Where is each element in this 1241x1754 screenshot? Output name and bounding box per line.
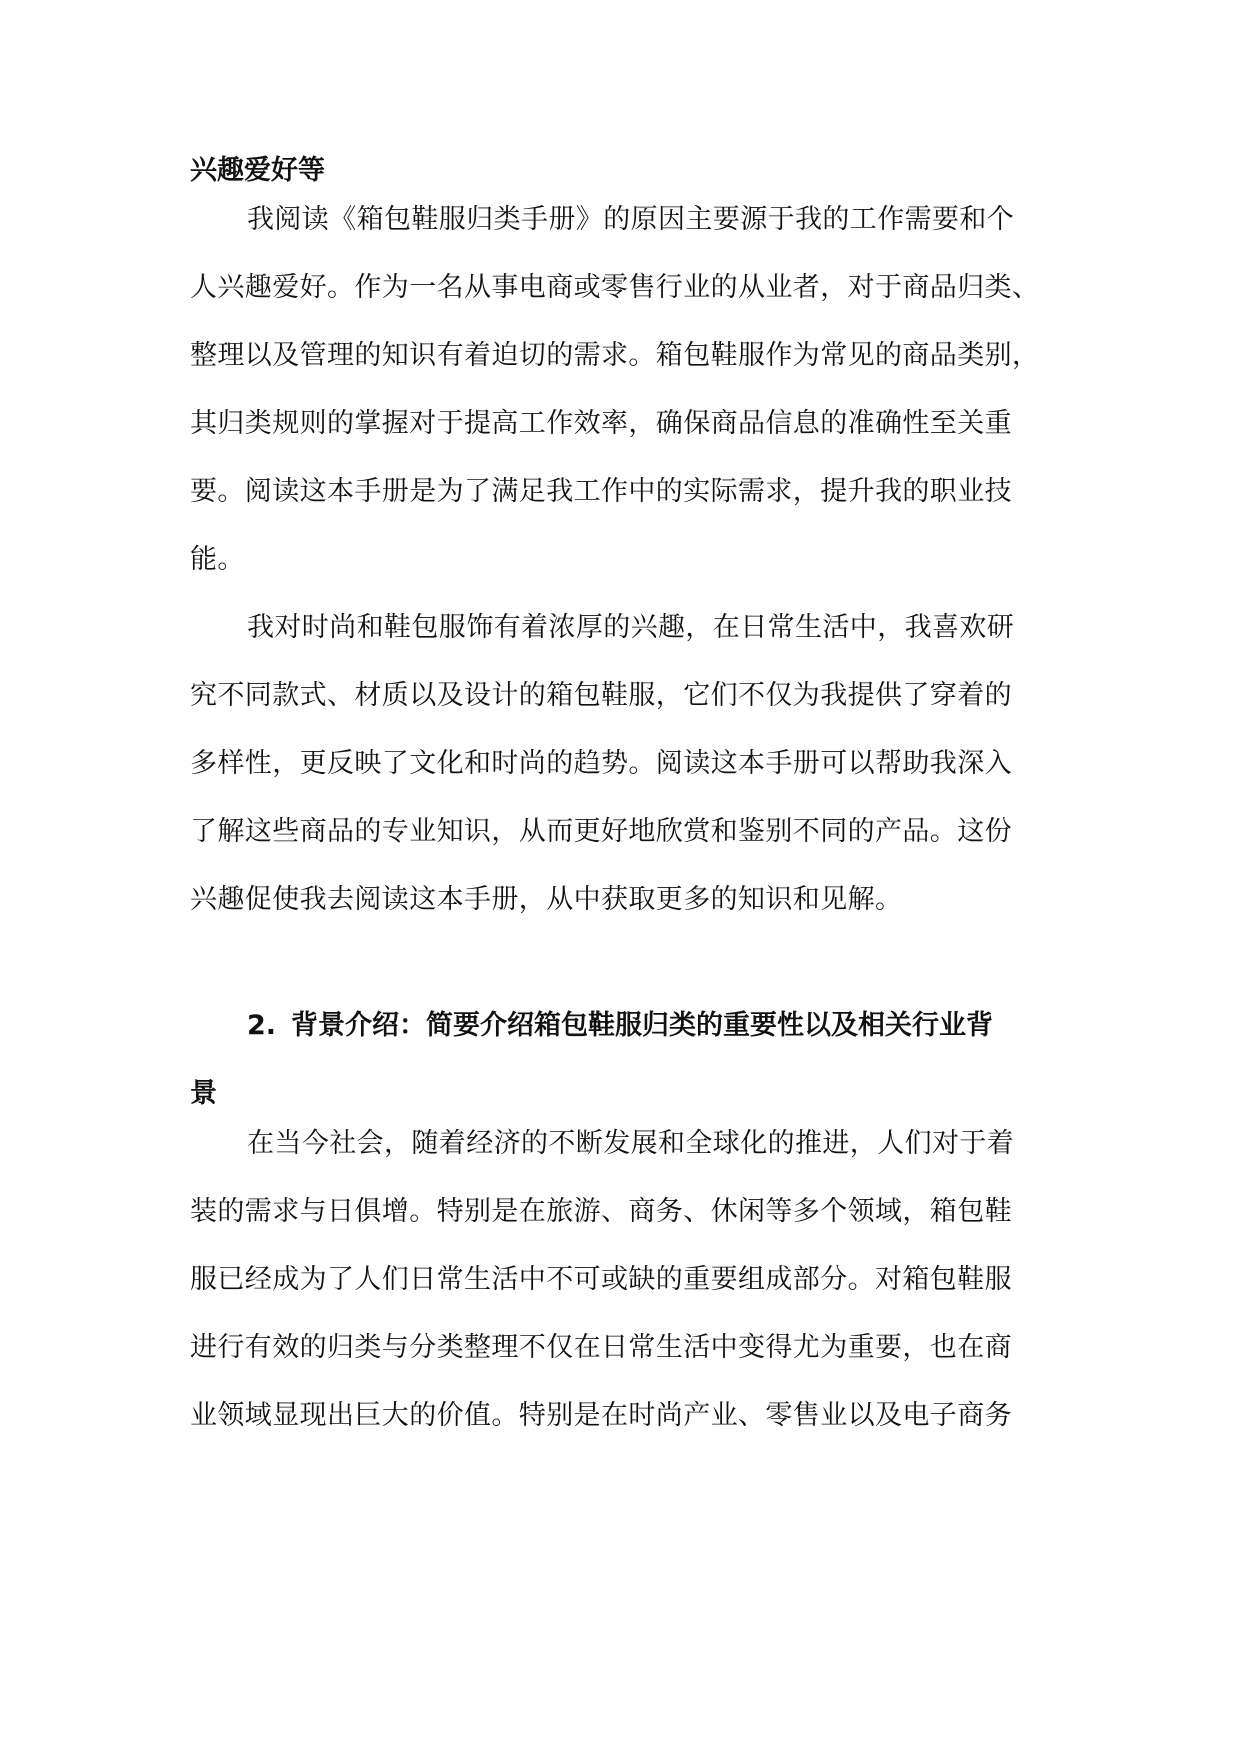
paragraph-line: 我阅读《箱包鞋服归类手册》的原因主要源于我的工作需要和个 bbox=[247, 204, 1015, 235]
paragraph-line: 整理以及管理的知识有着迫切的需求。箱包鞋服作为常见的商品类别， bbox=[190, 340, 1040, 371]
paragraph-line: 兴趣促使我去阅读这本手册，从中获取更多的知识和见解。 bbox=[190, 884, 903, 915]
section-heading-background bbox=[247, 1011, 993, 1041]
paragraph-line: 进行有效的归类与分类整理不仅在日常生活中变得尤为重要，也在商 bbox=[190, 1332, 1012, 1363]
section-heading-continued: 景 bbox=[190, 1078, 217, 1109]
paragraph-line: 其归类规则的掌握对于提高工作效率，确保商品信息的准确性至关重 bbox=[190, 408, 1012, 439]
section-number: 2. bbox=[247, 1010, 277, 1041]
paragraph-line: 业领域显现出巨大的价值。特别是在时尚产业、零售业以及电子商务 bbox=[190, 1400, 1012, 1431]
paragraph-line: 在当今社会，随着经济的不断发展和全球化的推进，人们对于着 bbox=[247, 1128, 1015, 1159]
paragraph-line: 我对时尚和鞋包服饰有着浓厚的兴趣，在日常生活中，我喜欢研 bbox=[247, 612, 1015, 643]
paragraph-line: 究不同款式、材质以及设计的箱包鞋服，它们不仅为我提供了穿着的 bbox=[190, 680, 1012, 711]
paragraph-line: 服已经成为了人们日常生活中不可或缺的重要组成部分。对箱包鞋服 bbox=[190, 1264, 1012, 1295]
section-heading-text: 背景介绍：简要介绍箱包鞋服归类的重要性以及相关行业背 bbox=[291, 1010, 993, 1041]
section-heading-interests: 兴趣爱好等 bbox=[190, 155, 325, 186]
paragraph-line: 了解这些商品的专业知识，从而更好地欣赏和鉴别不同的产品。这份 bbox=[190, 816, 1012, 847]
paragraph-line: 人兴趣爱好。作为一名从事电商或零售行业的从业者，对于商品归类、 bbox=[190, 272, 1040, 303]
paragraph-line: 装的需求与日俱增。特别是在旅游、商务、休闲等多个领域，箱包鞋 bbox=[190, 1196, 1012, 1227]
paragraph-line: 要。阅读这本手册是为了满足我工作中的实际需求，提升我的职业技 bbox=[190, 476, 1012, 507]
paragraph-line: 能。 bbox=[190, 544, 245, 575]
paragraph-line: 多样性，更反映了文化和时尚的趋势。阅读这本手册可以帮助我深入 bbox=[190, 748, 1012, 779]
